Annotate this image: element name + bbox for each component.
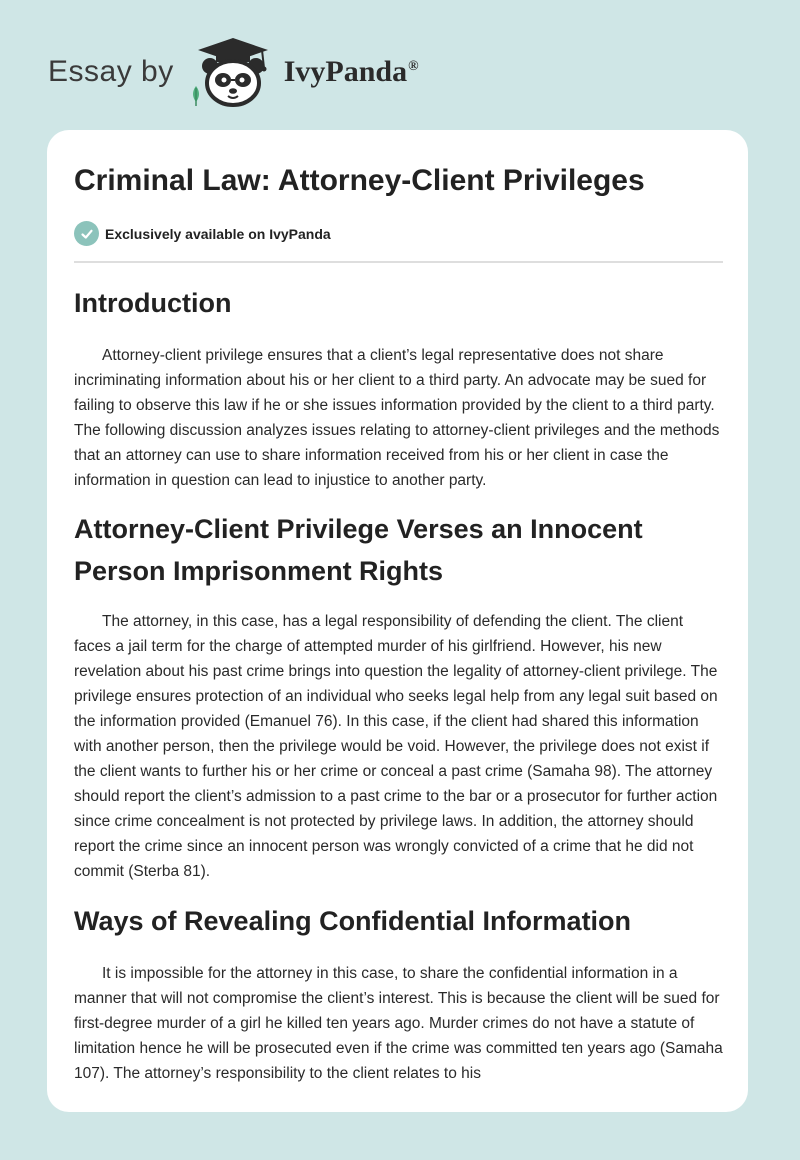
exclusive-badge: [74, 221, 331, 246]
essay-title: Criminal Law: Attorney-Client Privileges: [74, 164, 645, 197]
essay-card: [47, 130, 748, 1112]
site-brand[interactable]: [48, 36, 419, 108]
panda-logo-icon: [188, 36, 278, 108]
section-heading-revealing-info: Ways of Revealing Confidential Information: [74, 906, 632, 936]
section-paragraph-revealing-info: It is impossible for the attorney in this case, to share the confidential information in a manner that will not compromise the client’s interest. This is because the client will be sued for first-degree murder of a girl he killed ten years ago. Murder crimes do not have a statute of limitation hence he will be prosecuted even if the crime was committed ten years ago (Samaha 107). The attorney’s responsibility to the client relates to his: [74, 965, 723, 1082]
section-heading-privilege-vs-rights: Attorney-Client Privilege Verses an Innocent Person Imprisonment Rights: [74, 514, 643, 586]
badge-label: Exclusively available on IvyPanda: [105, 225, 331, 242]
brand-prefix: Essay by: [48, 55, 174, 88]
title-divider: [74, 261, 723, 263]
brand-name: IvyPanda®: [283, 55, 419, 88]
check-circle-icon: [74, 221, 99, 246]
section-paragraph-introduction: Attorney-client privilege ensures that a client’s legal representative does not share incriminating information about his or her client to a third party. An advocate may be sued for failing to observe this law if he or she issues information provided by the client to a third party. The following discussion analyzes issues relating to attorney-client privileges and the methods that an attorney can use to share information received from his or her client in case the information in question can lead to injustice to another party.: [74, 347, 720, 489]
section-paragraph-privilege-vs-rights: The attorney, in this case, has a legal responsibility of defending the client. The client faces a jail term for the charge of attempted murder of his girlfriend. However, his new revelation about his past crime brings into question the legality of attorney-client privilege. The privilege ensures protection of an individual who seeks legal help from any legal suit based on the information provided (Emanuel 76). In this case, if the client had shared this information with another person, then the privilege would be void. However, the privilege does not exist if the client wants to further his or her crime or conceal a past crime (Samaha 98). The attorney should report the client’s admission to a past crime to the bar or a prosecutor for further action since crime concealment is not protected by privilege laws. In addition, the attorney should report the crime since an innocent person was wrongly convicted of a crime that he did not commit (Sterba 81).: [74, 613, 718, 880]
section-heading-introduction: Introduction: [74, 288, 232, 318]
